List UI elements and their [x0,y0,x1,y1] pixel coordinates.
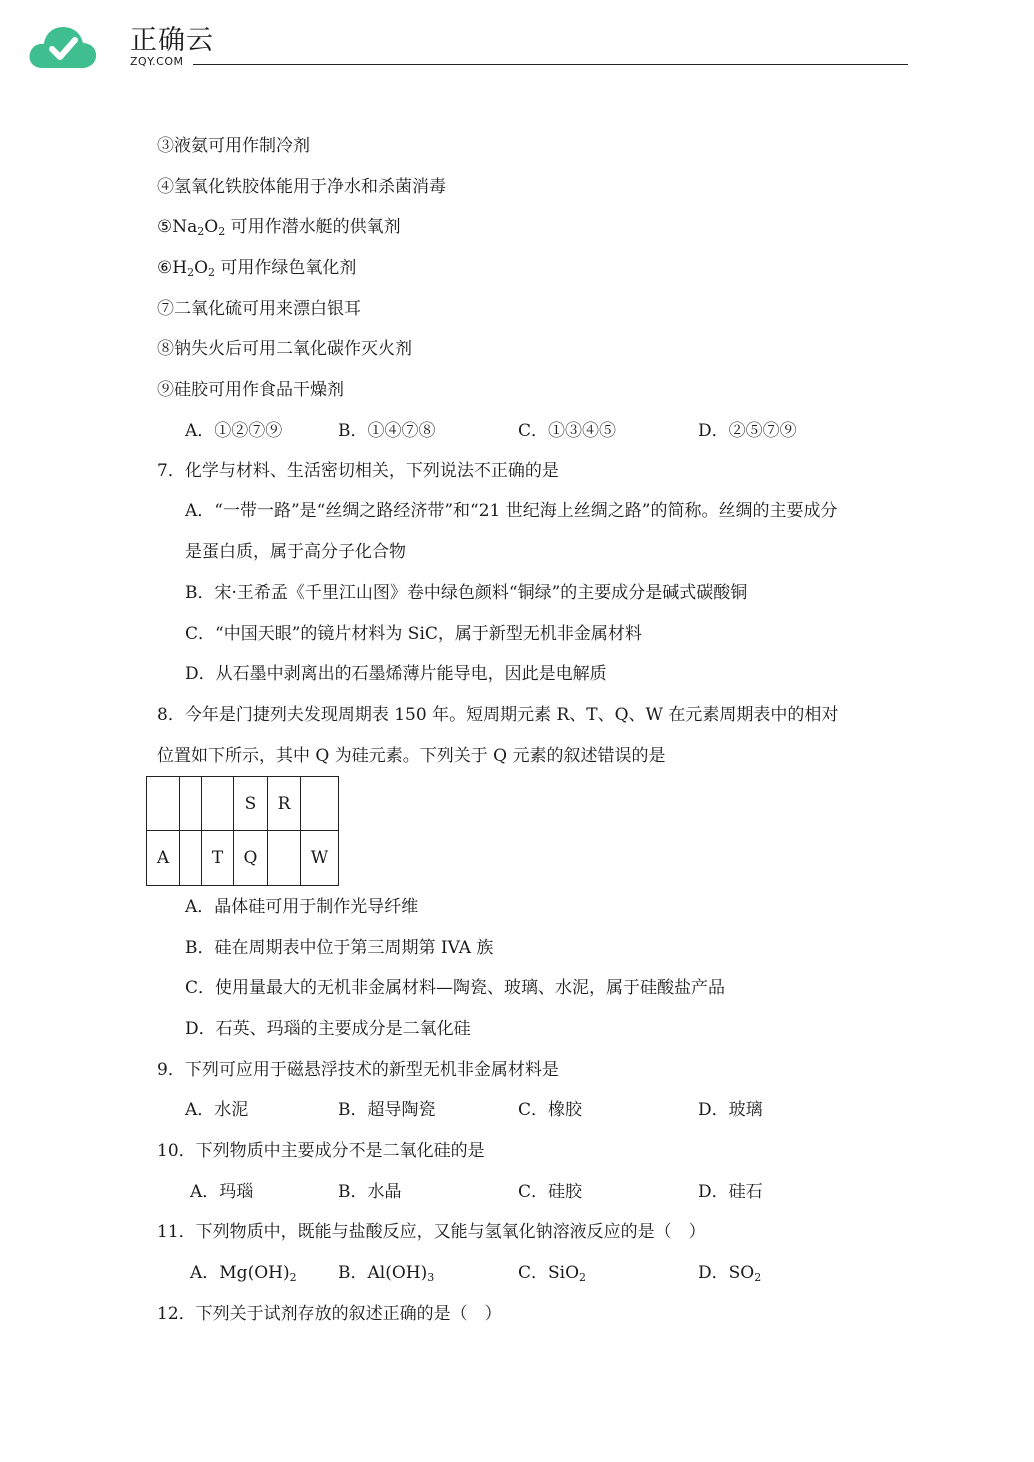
q11-option-c: C．SiO$_2$ [518,1263,587,1284]
q8-option-d: D．石英、玛瑙的主要成分是二氧化硅 [185,1019,471,1039]
q8-option-a: A．晶体硅可用于制作光导纤维 [185,897,419,917]
statement-3: ③液氨可用作制冷剂 [157,136,310,156]
q6-option-a: A．①②⑦⑨ [185,421,283,441]
q7-option-a-line2: 是蛋白质，属于高分子化合物 [185,542,406,562]
q8-option-c: C．使用量最大的无机非金属材料—陶瓷、玻璃、水泥，属于硅酸盐产品 [185,978,726,998]
table-cell [147,777,180,831]
q9-option-c: C．橡胶 [518,1100,583,1120]
q8-stem-line2: 位置如下所示，其中 Q 为硅元素。下列关于 Q 元素的叙述错误的是 [157,746,666,766]
statement-6: $⑥H_2O_2$ 可用作绿色氧化剂 [157,258,357,279]
q11-option-a: A．$Mg(OH)_2$ [190,1263,297,1284]
table-cell [180,831,202,886]
table-cell: W [301,831,339,886]
header-divider [193,64,908,65]
brand-name-en: ZQY.COM [130,55,184,68]
brand-name-cn: 正确云 [130,25,214,56]
table-cell [202,777,234,831]
q9-option-d: D．玻璃 [698,1100,763,1120]
statement-8: ⑧钠失火后可用二氧化碳作灭火剂 [157,339,412,359]
q7-stem: 7．化学与材料、生活密切相关，下列说法不正确的是 [157,461,559,481]
q9-stem: 9．下列可应用于磁悬浮技术的新型无机非金属材料是 [157,1060,559,1080]
q11-option-d: D．$SO_2$ [698,1263,762,1284]
cloud-check-logo-icon [28,24,98,70]
statement-9: ⑨硅胶可用作食品干燥剂 [157,380,344,400]
page-header [28,22,880,70]
q7-option-c: C．“中国天眼”的镜片材料为 SiC，属于新型无机非金属材料 [185,624,642,644]
q10-option-c: C．硅胶 [518,1182,583,1202]
statement-4: ④氢氧化铁胶体能用于净水和杀菌消毒 [157,177,446,197]
table-cell [180,777,202,831]
q10-option-d: D．硅石 [698,1182,763,1202]
statement-5: $⑤Na_2O_2$ 可用作潜水艇的供氧剂 [157,217,401,238]
q12-stem: 12．下列关于试剂存放的叙述正确的是（ ） [157,1304,502,1324]
q8-stem-line1: 8．今年是门捷列夫发现周期表 150 年。短周期元素 R、T、Q、W 在元素周期表中的相对 [157,705,839,725]
q10-option-a: A．玛瑙 [190,1182,254,1202]
q11-option-b: B．$Al(OH)_3$ [338,1263,435,1284]
periodic-table-fragment [146,776,339,886]
q9-option-a: A．水泥 [185,1100,249,1120]
q9-option-b: B．超导陶瓷 [338,1100,436,1120]
q10-stem: 10．下列物质中主要成分不是二氧化硅的是 [157,1141,485,1161]
table-cell: R [268,777,301,831]
q6-option-b: B．①④⑦⑧ [338,421,436,441]
q6-option-d: D．②⑤⑦⑨ [698,421,797,441]
q8-option-b: B．硅在周期表中位于第三周期第 IVA 族 [185,938,494,958]
table-cell [268,831,301,886]
q7-option-a-line1: A．“一带一路”是“丝绸之路经济带”和“21 世纪海上丝绸之路”的简称。丝绸的主要成分 [185,501,838,521]
q11-stem: 11．下列物质中，既能与盐酸反应，又能与氢氧化钠溶液反应的是（ ） [157,1222,706,1242]
q6-option-c: C．①③④⑤ [518,421,617,441]
q7-option-d: D．从石墨中剥离出的石墨烯薄片能导电，因此是电解质 [185,664,607,684]
q10-option-b: B．水晶 [338,1182,402,1202]
table-cell: A [147,831,180,886]
q7-option-b: B．宋·王希孟《千里江山图》卷中绿色颜料“铜绿”的主要成分是碱式碳酸铜 [185,583,748,603]
table-cell: S [234,777,268,831]
table-cell: T [202,831,234,886]
table-cell [301,777,339,831]
table-cell: Q [234,831,268,886]
statement-7: ⑦二氧化硫可用来漂白银耳 [157,299,361,319]
